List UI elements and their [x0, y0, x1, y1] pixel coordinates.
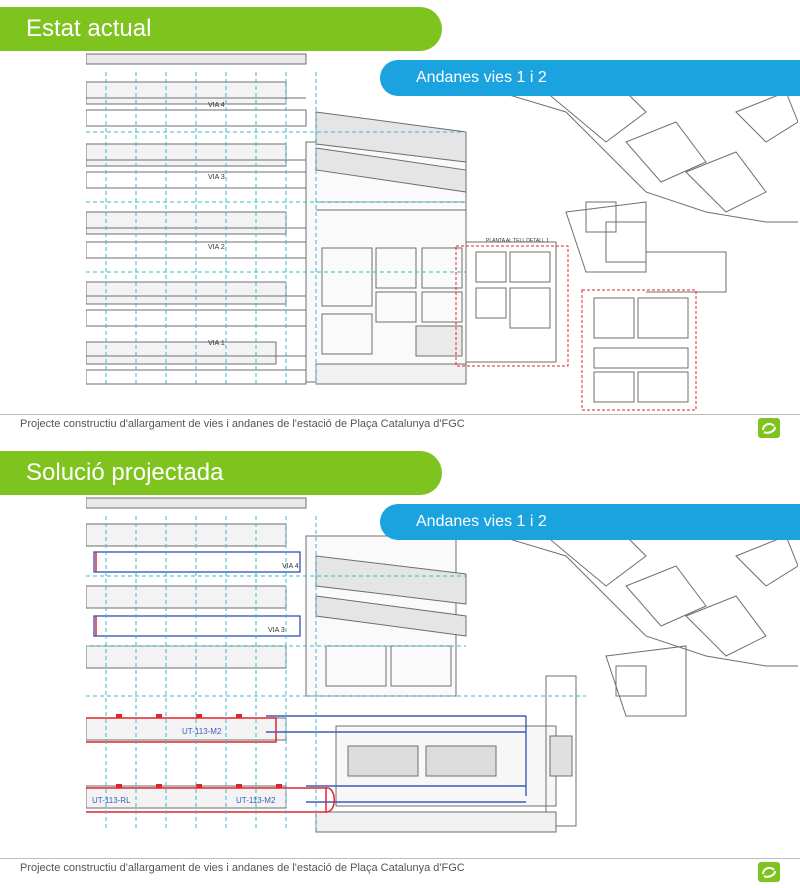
- brand-logo-icon: [758, 418, 780, 438]
- footer-divider: [0, 858, 800, 859]
- slide-title: Solució projectada: [0, 451, 442, 495]
- label-planta-detall: PLANTA AL TELL DETALL 1: [486, 238, 549, 244]
- label-ut-upper: UT-113-M2: [182, 727, 222, 736]
- floor-plan-projected: [86, 496, 798, 858]
- label-via3: VIA 3: [208, 174, 225, 181]
- floor-plan-current: [86, 52, 798, 414]
- label-via1: VIA 1: [208, 340, 225, 347]
- label-via2: VIA 2: [208, 244, 225, 251]
- slide-title: Estat actual: [0, 7, 442, 51]
- label-via4-new: VIA 4: [282, 563, 299, 570]
- footer-caption: Projecte constructiu d'allargament de vies i andanes de l'estació de Plaça Catalunya d'FGC: [20, 418, 465, 430]
- brand-logo-icon: [758, 862, 780, 882]
- label-ut-lower-left: UT-113-RL: [92, 796, 131, 805]
- footer-divider: [0, 414, 800, 415]
- label-ut-lower-right: UT-113-M2: [236, 796, 276, 805]
- label-via3-new: VIA 3: [268, 627, 285, 634]
- footer-caption: Projecte constructiu d'allargament de vies i andanes de l'estació de Plaça Catalunya d'FGC: [20, 862, 465, 874]
- label-via4: VIA 4: [208, 102, 225, 109]
- slide-solucio-projectada: [0, 444, 800, 888]
- section-tab: Andanes vies 1 i 2: [380, 504, 800, 540]
- section-tab: Andanes vies 1 i 2: [380, 60, 800, 96]
